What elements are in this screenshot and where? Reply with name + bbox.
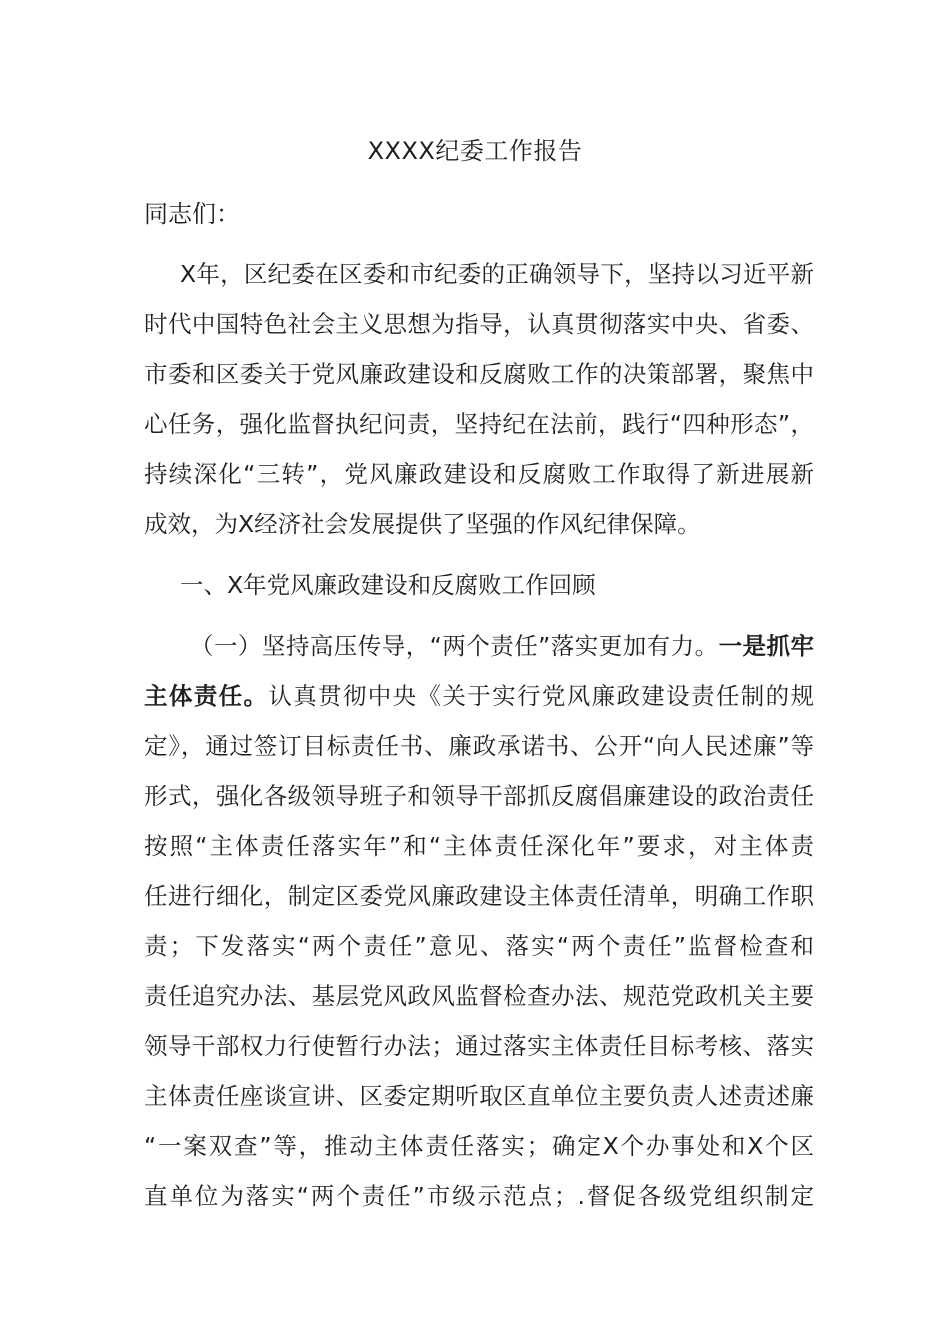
paragraph-line: “一案双查”等，推动主体责任落实；确定X个办事处和X个区 [144,1132,814,1160]
paragraph-line: X年，区纪委在区委和市纪委的正确领导下，坚持以习近平新 [180,260,814,288]
paragraph-line: 领导干部权力行使暂行办法；通过落实主体责任目标考核、落实 [144,1032,814,1060]
paragraph-intro [144,249,814,549]
paragraph-line: 成效，为X经济社会发展提供了坚强的作风纪律保障。 [144,510,701,538]
body-text: 认真贯彻中央《关于实行党风廉政建设责任制的规 [268,682,815,710]
paragraph-line: 责；下发落实“两个责任”意见、落实“两个责任”监督检查和 [144,932,814,960]
paragraph-line: 责任追究办法、基层党风政风监督检查办法、规范党政机关主要 [144,982,814,1010]
paragraph-line [144,621,814,671]
salutation: 同志们： [144,200,240,228]
section-heading [144,560,814,610]
paragraph-line: 持续深化“三转”，党风廉政建设和反腐败工作取得了新进展新 [144,460,814,488]
paragraph-line: 任进行细化，制定区委党风廉政建设主体责任清单，明确工作职 [144,882,814,910]
subheading-text: （一）坚持高压传导，“两个责任”落实更加有力。 [190,632,719,660]
bold-lead-text: 主体责任。 [144,682,269,710]
paragraph-line: 直单位为落实“两个责任”市级示范点；.督促各级党组织制定 [144,1182,814,1210]
paragraph-line: 按照“主体责任落实年”和“主体责任深化年”要求，对主体责 [144,832,814,860]
paragraph-line: 时代中国特色社会主义思想为指导，认真贯彻落实中央、省委、 [144,310,814,338]
paragraph-line: 主体责任座谈宣讲、区委定期听取区直单位主要负责人述责述廉 [144,1082,814,1110]
paragraph-line [144,671,814,721]
paragraph-line: 定》，通过签订目标责任书、廉政承诺书、公开“向人民述廉”等 [144,732,814,760]
section-heading-text: 一、X年党风廉政建设和反腐败工作回顾 [180,571,596,599]
paragraph-responsibility [144,621,814,1221]
bold-lead-text: 一是抓牢 [718,632,814,660]
paragraph-line: 心任务，强化监督执纪问责，坚持纪在法前，践行“四种形态”， [144,410,814,438]
paragraph-line: 市委和区委关于党风廉政建设和反腐败工作的决策部署，聚焦中 [144,360,814,388]
document-title: XXXX纪委工作报告 [367,137,583,165]
paragraph-line: 形式，强化各级领导班子和领导干部抓反腐倡廉建设的政治责任 [144,782,814,810]
